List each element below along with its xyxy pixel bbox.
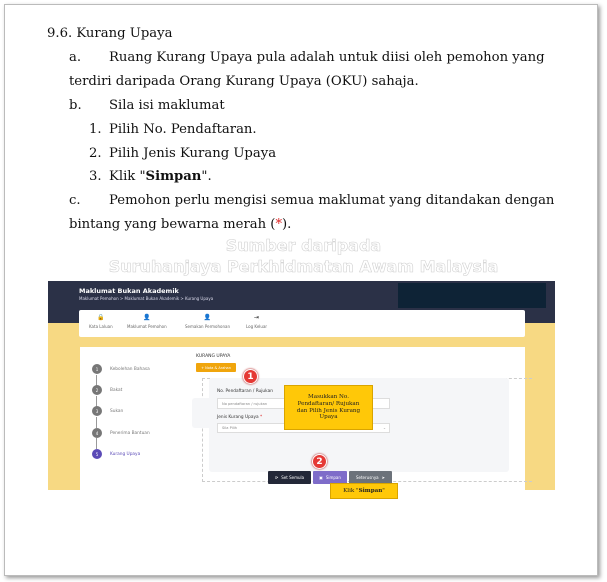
item-a-text: Ruang Kurang Upaya pula adalah untuk diisi oleh pemohon yang xyxy=(109,50,545,65)
required-star: * xyxy=(275,217,283,232)
step-number: 1. xyxy=(89,122,102,137)
c-post: ). xyxy=(282,217,292,232)
nav-label: Maklumat Pemohon xyxy=(127,324,167,329)
item-a-label: a. xyxy=(69,50,82,65)
no-pendaftaran-label: No. Pendaftaran / Rujukan xyxy=(217,389,273,394)
set-semula-button[interactable] xyxy=(268,471,311,484)
breadcrumb: Maklumat Pemohon > Maklumat Bukan Akademik > Kurang Upaya xyxy=(79,296,214,301)
save-icon: ▣ xyxy=(319,475,323,480)
c-pre: bintang yang bewarna merah ( xyxy=(69,217,276,232)
step-label: Penerima Bantuan xyxy=(110,430,150,436)
lock-icon: 🔒 xyxy=(97,314,105,321)
step-number: 2. xyxy=(89,146,102,161)
chevron-down-icon: ⌄ xyxy=(382,426,386,430)
step-circle: 1 xyxy=(92,364,102,374)
step-label: Kurang Upaya xyxy=(110,451,141,457)
item-c-label: c. xyxy=(69,193,81,208)
section-heading: 9.6. Kurang Upaya xyxy=(47,26,173,41)
step-text: Pilih Jenis Kurang Upaya xyxy=(109,146,277,161)
user-check-icon: 👤 xyxy=(203,314,212,321)
callout-badge-2: 2 xyxy=(312,454,327,469)
no-pendaftaran-input[interactable]: No pendaftaran / rujukan xyxy=(217,398,390,409)
callout-note-1: Masukkan No. Pendaftaran/ Rujukan dan Pilih Jenis Kurang Upaya xyxy=(284,385,373,430)
nota-arahan-button[interactable]: + Nota & Arahan xyxy=(196,363,236,372)
step-label: Sukan xyxy=(110,408,124,414)
arrow-right-circle-icon: ➤ xyxy=(381,475,385,480)
item-b-label: b. xyxy=(69,98,82,113)
nav-label: Semakan Permohonan xyxy=(185,324,231,329)
top-nav xyxy=(79,310,525,337)
step-circle: 3 xyxy=(92,406,102,416)
button-label: Set Semula xyxy=(281,475,305,480)
jenis-label-text: Jenis Kurang Upaya xyxy=(217,415,259,420)
callout-note-2 xyxy=(330,483,398,499)
step-kebolehan-bahasa[interactable] xyxy=(92,364,150,374)
app-title: Maklumat Bukan Akademik xyxy=(79,287,179,295)
user-edit-icon: 👤 xyxy=(143,314,151,321)
nav-maklumat-pemohon[interactable] xyxy=(127,314,167,329)
watermark-line-2: Suruhanjaya Perkhidmatan Awam Malaysia xyxy=(108,257,499,276)
step-text-bold: Simpan xyxy=(145,169,202,184)
refresh-icon: ⟳ xyxy=(274,475,279,480)
required-star: * xyxy=(260,415,263,420)
step-text-pre: Klik " xyxy=(109,169,146,184)
step-penerima-bantuan[interactable] xyxy=(92,428,150,438)
jenis-label xyxy=(217,415,262,420)
nav-kata-laluan[interactable] xyxy=(89,314,113,329)
item-c-text-cont xyxy=(69,217,291,232)
step-circle: 2 xyxy=(92,385,102,395)
logout-icon: ⇥ xyxy=(254,314,260,321)
form-title: KURANG UPAYA xyxy=(196,354,231,359)
note-bold: Simpan xyxy=(358,487,383,494)
step-kurang-upaya[interactable] xyxy=(92,449,140,459)
step-circle: 4 xyxy=(92,428,102,438)
step-label: Kebolehan Bahasa xyxy=(110,366,150,372)
watermark-line-1: Sumber daripada xyxy=(225,236,382,255)
nav-label: Kata Laluan xyxy=(89,324,113,329)
note-pre: Klik " xyxy=(343,487,359,494)
step-circle: 5 xyxy=(92,449,102,459)
step-number: 3. xyxy=(89,169,102,184)
button-label: Simpan xyxy=(325,475,341,480)
note-post: " xyxy=(382,487,385,494)
step-sukan[interactable] xyxy=(92,406,123,416)
jenis-value: Sila Pilih xyxy=(222,426,237,430)
step-text-post: ". xyxy=(201,169,212,184)
item-b-text: Sila isi maklumat xyxy=(109,98,225,113)
callout-badge-1: 1 xyxy=(243,369,258,384)
button-label: Seterusnya xyxy=(355,475,379,480)
step-text xyxy=(109,169,212,184)
item-c-text: Pemohon perlu mengisi semua maklumat yang ditandakan dengan xyxy=(109,193,555,208)
nav-label: Log Keluar xyxy=(246,324,268,329)
step-label: Bakat xyxy=(110,387,123,393)
step-bakat[interactable] xyxy=(92,385,122,395)
step-text: Pilih No. Pendaftaran. xyxy=(109,122,257,137)
nav-log-keluar[interactable] xyxy=(246,314,267,329)
app-screenshot xyxy=(48,281,555,490)
nav-semakan-permohonan[interactable] xyxy=(185,314,230,329)
item-a-text-cont: terdiri daripada Orang Kurang Upaya (OKU) sahaja. xyxy=(69,74,419,89)
